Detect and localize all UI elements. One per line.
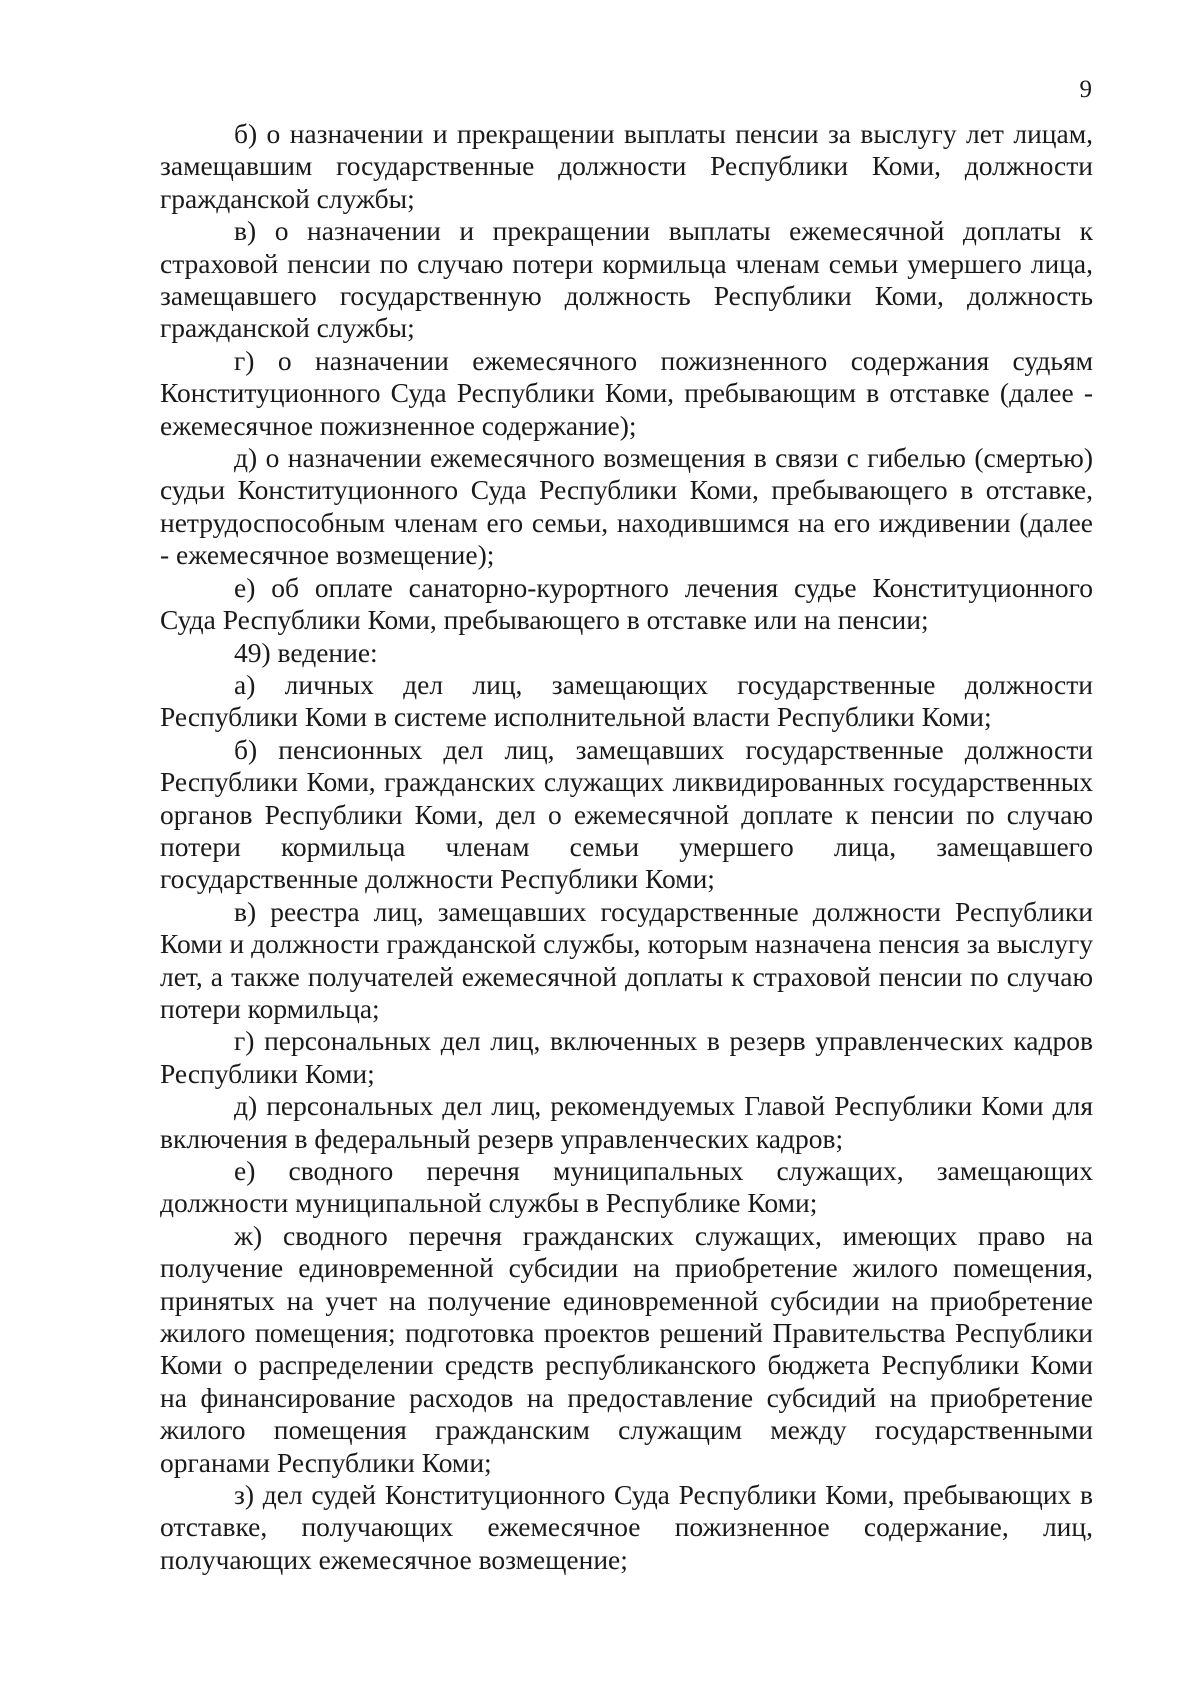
paragraph-judges-files: з) дел судей Конституционного Суда Республики Коми, пребывающих в отставке, получающих ежемесячное пожизненное содержание, лиц, получающих ежемесячное возмещение; [160, 1479, 1093, 1575]
paragraph-reserve-personnel: г) персональных дел лиц, включенных в резерв управленческих кадров Республики Коми; [160, 1025, 1093, 1089]
paragraph-judges-lifetime-allowance: г) о назначении ежемесячного пожизненного содержания судьям Конституционного Суда Республики Коми, пребывающим в отставке (далее - ежемесячное пожизненное содержание); [160, 344, 1093, 441]
paragraph-personal-files: а) личных дел лиц, замещающих государственные должности Республики Коми в системе исполнительной власти Республики Коми; [160, 668, 1093, 733]
paragraph-municipal-servants: е) сводного перечня муниципальных служащих, замещающих должности муниципальной службы в Республике Коми; [160, 1155, 1093, 1219]
paragraph-housing-subsidy: ж) сводного перечня гражданских служащих, имеющих право на получение единовременной субсидии на приобретение жилого помещения, принятых на учет на получение единовременной субсидии на приобретение жилого помещения; подготовка проектов решений Правительства Республики Коми о распределении средств республиканского бюджета Республики Коми на финансирование расходов на предоставление субсидий на приобретение жилого помещения гражданским служащим между государственными органами Республики Коми; [160, 1219, 1093, 1478]
paragraph-sanatorium-treatment: е) об оплате санаторно-курортного лечения судье Конституционного Суда Республики Коми, пребывающего в отставке или на пенсии; [160, 571, 1093, 636]
paragraph-survivor-supplement: в) о назначении и прекращении выплаты ежемесячной доплаты к страховой пенсии по случаю потери кормильца членам семьи умершего лица, замещавшего государственную должность Республики Коми, должность гражданской службы; [160, 215, 1093, 344]
paragraph-federal-reserve: д) персональных дел лиц, рекомендуемых Главой Республики Коми для включения в федеральный резерв управленческих кадров; [160, 1090, 1093, 1154]
document-body [160, 118, 1093, 1576]
paragraph-pension-files: б) пенсионных дел лиц, замещавших государственные должности Республики Коми, гражданских служащих ликвидированных государственных органов Республики Коми, дел о ежемесячной доплате к пенсии по случаю потери кормильца членам семьи умершего лица, замещавшего государственные должности Республики Коми; [160, 733, 1093, 895]
paragraph-item-49-heading: 49) ведение: [234, 636, 378, 668]
page-number: 9 [1079, 76, 1092, 103]
paragraph-monthly-compensation: д) о назначении ежемесячного возмещения в связи с гибелью (смертью) судьи Конституционного Суда Республики Коми, пребывающего в отставке, нетрудоспособным членам его семьи, находившимся на его иждивении (далее - ежемесячное возмещение); [160, 442, 1093, 571]
paragraph-registry: в) реестра лиц, замещавших государственные должности Республики Коми и должности гражданской службы, которым назначена пенсия за выслугу лет, а также получателей ежемесячной доплаты к страховой пенсии по случаю потери кормильца; [160, 895, 1093, 1024]
paragraph-pension-appointment: б) о назначении и прекращении выплаты пенсии за выслугу лет лицам, замещавшим государственные должности Республики Коми, должности гражданской службы; [160, 118, 1093, 214]
